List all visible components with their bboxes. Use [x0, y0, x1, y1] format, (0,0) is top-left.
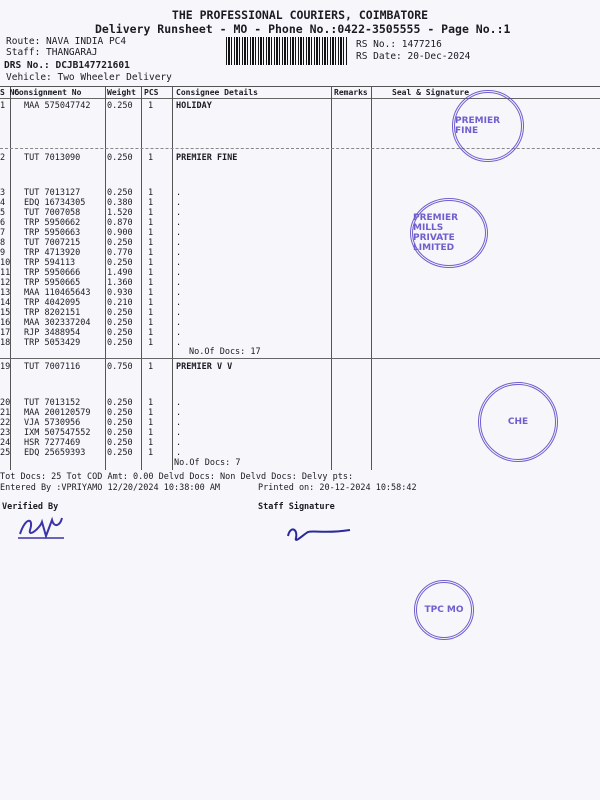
barcode-image — [226, 37, 348, 65]
row-consignee: . — [176, 438, 182, 448]
row-consignment-no: TRP 4713920 — [24, 248, 81, 258]
row-weight: 0.250 — [107, 448, 133, 458]
row-pcs: 1 — [148, 258, 154, 268]
row-weight: 0.770 — [107, 248, 133, 258]
row-pcs: 1 — [148, 398, 154, 408]
row-consignee: . — [176, 238, 182, 248]
row-consignment-no: TRP 5950666 — [24, 268, 81, 278]
row-pcs: 1 — [148, 298, 154, 308]
row-sno: 2 — [0, 153, 6, 163]
row-sno: 5 — [0, 208, 6, 218]
row-weight: 0.250 — [107, 153, 133, 163]
row-weight: 0.250 — [107, 328, 133, 338]
row-consignee: . — [176, 428, 182, 438]
drs-label: DRS No.: DCJB147721601 — [4, 60, 130, 71]
row-sno: 18 — [0, 338, 11, 348]
row-pcs: 1 — [148, 101, 154, 111]
row-pcs: 1 — [148, 153, 154, 163]
row-consignee: . — [176, 448, 182, 458]
row-weight: 0.210 — [107, 298, 133, 308]
row-sno: 9 — [0, 248, 6, 258]
row-pcs: 1 — [148, 278, 154, 288]
row-consignee: . — [176, 338, 182, 348]
verifier-signature — [16, 508, 66, 544]
row-consignment-no: TRP 4042095 — [24, 298, 81, 308]
row-consignee: . — [176, 188, 182, 198]
col-divider — [172, 86, 173, 470]
row-pcs: 1 — [148, 318, 154, 328]
row-consignee: . — [176, 228, 182, 238]
entered-by: Entered By :VPRIYAMO 12/20/2024 10:38:00 AM — [0, 483, 221, 493]
row-consignment-no: EDQ 25659393 — [24, 448, 86, 458]
row-weight: 0.250 — [107, 428, 133, 438]
row-pcs: 1 — [148, 418, 154, 428]
vehicle-label: Vehicle: Two Wheeler Delivery — [6, 72, 172, 83]
company-seal-stamp: PREMIER FINE — [452, 90, 524, 162]
row-sno: 4 — [0, 198, 6, 208]
col-header-consignment: Consignment No — [14, 88, 82, 97]
row-pcs: 1 — [148, 328, 154, 338]
row-pcs: 1 — [148, 408, 154, 418]
row-consignee: . — [176, 268, 182, 278]
company-seal-stamp: PREMIER MILLS PRIVATE LIMITED — [410, 198, 488, 268]
row-consignment-no: TUT 7013152 — [24, 398, 81, 408]
row-consignee: PREMIER V V — [176, 362, 233, 372]
row-sno: 17 — [0, 328, 11, 338]
row-weight: 0.250 — [107, 188, 133, 198]
row-consignment-no: TUT 7013127 — [24, 188, 81, 198]
row-sno: 6 — [0, 218, 6, 228]
row-pcs: 1 — [148, 338, 154, 348]
row-pcs: 1 — [148, 362, 154, 372]
row-weight: 0.250 — [107, 418, 133, 428]
row-sno: 11 — [0, 268, 11, 278]
row-consignee: . — [176, 258, 182, 268]
col-header-sno: S No — [0, 88, 20, 97]
row-weight: 0.250 — [107, 338, 133, 348]
col-divider — [141, 86, 142, 470]
tpc-seal-stamp: TPC MO — [414, 580, 474, 640]
row-weight: 0.250 — [107, 438, 133, 448]
row-consignment-no: TRP 5950665 — [24, 278, 81, 288]
row-consignment-no: TRP 5950663 — [24, 228, 81, 238]
row-sno: 14 — [0, 298, 11, 308]
staff-label: Staff: THANGARAJ — [6, 47, 98, 58]
row-weight: 0.750 — [107, 362, 133, 372]
row-consignment-no: VJA 5730956 — [24, 418, 81, 428]
row-weight: 0.250 — [107, 258, 133, 268]
row-consignment-no: TUT 7007215 — [24, 238, 81, 248]
row-consignment-no: TUT 7007116 — [24, 362, 81, 372]
row-sno: 12 — [0, 278, 11, 288]
row-consignment-no: TRP 5053429 — [24, 338, 81, 348]
row-weight: 1.360 — [107, 278, 133, 288]
row-consignment-no: RJP 3488954 — [24, 328, 81, 338]
row-consignee: . — [176, 318, 182, 328]
company-title: THE PROFESSIONAL COURIERS, COIMBATORE — [171, 8, 429, 22]
row-pcs: 1 — [148, 308, 154, 318]
col-header-pcs: PCS — [144, 88, 159, 97]
row-weight: 0.250 — [107, 238, 133, 248]
row-sno: 21 — [0, 408, 11, 418]
row-sno: 24 — [0, 438, 11, 448]
col-header-remarks: Remarks — [334, 88, 368, 97]
row-consignment-no: MAA 200120579 — [24, 408, 91, 418]
row-weight: 0.250 — [107, 408, 133, 418]
row-pcs: 1 — [148, 218, 154, 228]
row-consignment-no: MAA 110465643 — [24, 288, 91, 298]
staff-signature — [284, 520, 354, 546]
row-consignment-no: TUT 7007058 — [24, 208, 81, 218]
row-consignment-no: HSR 7277469 — [24, 438, 81, 448]
row-consignee: . — [176, 218, 182, 228]
row-pcs: 1 — [148, 198, 154, 208]
col-header-seal: Seal & Signature — [392, 88, 470, 97]
row-consignee: . — [176, 198, 182, 208]
totals-line: Tot Docs: 25 Tot COD Amt: 0.00 Delvd Docs: Non Delvd Docs: Delvy pts: — [0, 472, 354, 482]
stamp-signature — [500, 470, 560, 530]
row-consignee: . — [176, 248, 182, 258]
row-consignment-no: TRP 594113 — [24, 258, 76, 268]
row-weight: 0.900 — [107, 228, 133, 238]
row-consignment-no: MAA 575047742 — [24, 101, 91, 111]
row-pcs: 1 — [148, 448, 154, 458]
row-sno: 8 — [0, 238, 6, 248]
row-sno: 13 — [0, 288, 11, 298]
row-consignment-no: TRP 5950662 — [24, 218, 81, 228]
row-sno: 22 — [0, 418, 11, 428]
row-consignment-no: EDQ 16734305 — [24, 198, 86, 208]
row-pcs: 1 — [148, 208, 154, 218]
row-weight: 0.250 — [107, 308, 133, 318]
row-sno: 16 — [0, 318, 11, 328]
row-consignment-no: TUT 7013090 — [24, 153, 81, 163]
row-consignment-no: MAA 302337204 — [24, 318, 91, 328]
row-sno: 7 — [0, 228, 6, 238]
company-seal-stamp: CHE — [478, 382, 558, 462]
row-weight: 0.250 — [107, 398, 133, 408]
row-weight: 0.930 — [107, 288, 133, 298]
row-pcs: 1 — [148, 288, 154, 298]
route-label: Route: NAVA INDIA PC4 — [6, 36, 127, 47]
row-consignee: . — [176, 278, 182, 288]
row-sno: 15 — [0, 308, 11, 318]
rs-date: RS Date: 20-Dec-2024 — [356, 51, 471, 62]
row-weight: 1.520 — [107, 208, 133, 218]
row-sno: 19 — [0, 362, 11, 372]
rs-number: RS No.: 1477216 — [356, 39, 442, 50]
col-header-weight: Weight — [107, 88, 136, 97]
row-consignee: . — [176, 288, 182, 298]
col-divider — [331, 86, 332, 470]
row-consignee: . — [176, 308, 182, 318]
row-consignee: PREMIER FINE — [176, 153, 238, 163]
row-consignment-no: IXM 507547552 — [24, 428, 91, 438]
row-sno: 1 — [0, 101, 6, 111]
verified-by-label: Verified By — [2, 502, 59, 512]
row-weight: 1.490 — [107, 268, 133, 278]
group-divider — [0, 358, 600, 359]
row-sno: 10 — [0, 258, 11, 268]
col-header-consignee: Consignee Details — [176, 88, 258, 97]
row-pcs: 1 — [148, 238, 154, 248]
row-pcs: 1 — [148, 268, 154, 278]
docs-count-group2: No.Of Docs: 17 — [189, 347, 261, 357]
row-consignee: HOLIDAY — [176, 101, 212, 111]
row-sno: 25 — [0, 448, 11, 458]
row-consignee: . — [176, 398, 182, 408]
col-divider — [105, 86, 106, 470]
row-sno: 3 — [0, 188, 6, 198]
row-pcs: 1 — [148, 428, 154, 438]
sheet-title: Delivery Runsheet - MO - Phone No.:0422-3505555 - Page No.:1 — [95, 22, 511, 36]
printed-on: Printed on: 20-12-2024 10:58:42 — [258, 483, 417, 493]
row-consignee: . — [176, 208, 182, 218]
row-weight: 0.250 — [107, 318, 133, 328]
staff-signature-label: Staff Signature — [258, 502, 335, 512]
row-pcs: 1 — [148, 438, 154, 448]
row-weight: 0.250 — [107, 101, 133, 111]
row-consignee: . — [176, 298, 182, 308]
row-consignment-no: TRP 8202151 — [24, 308, 81, 318]
row-weight: 0.870 — [107, 218, 133, 228]
row-consignee: . — [176, 408, 182, 418]
docs-count-group3: No.Of Docs: 7 — [174, 458, 241, 468]
row-weight: 0.380 — [107, 198, 133, 208]
row-consignee: . — [176, 328, 182, 338]
row-pcs: 1 — [148, 188, 154, 198]
row-consignee: . — [176, 418, 182, 428]
row-pcs: 1 — [148, 248, 154, 258]
row-pcs: 1 — [148, 228, 154, 238]
col-divider — [371, 86, 372, 470]
row-sno: 20 — [0, 398, 11, 408]
row-sno: 23 — [0, 428, 11, 438]
